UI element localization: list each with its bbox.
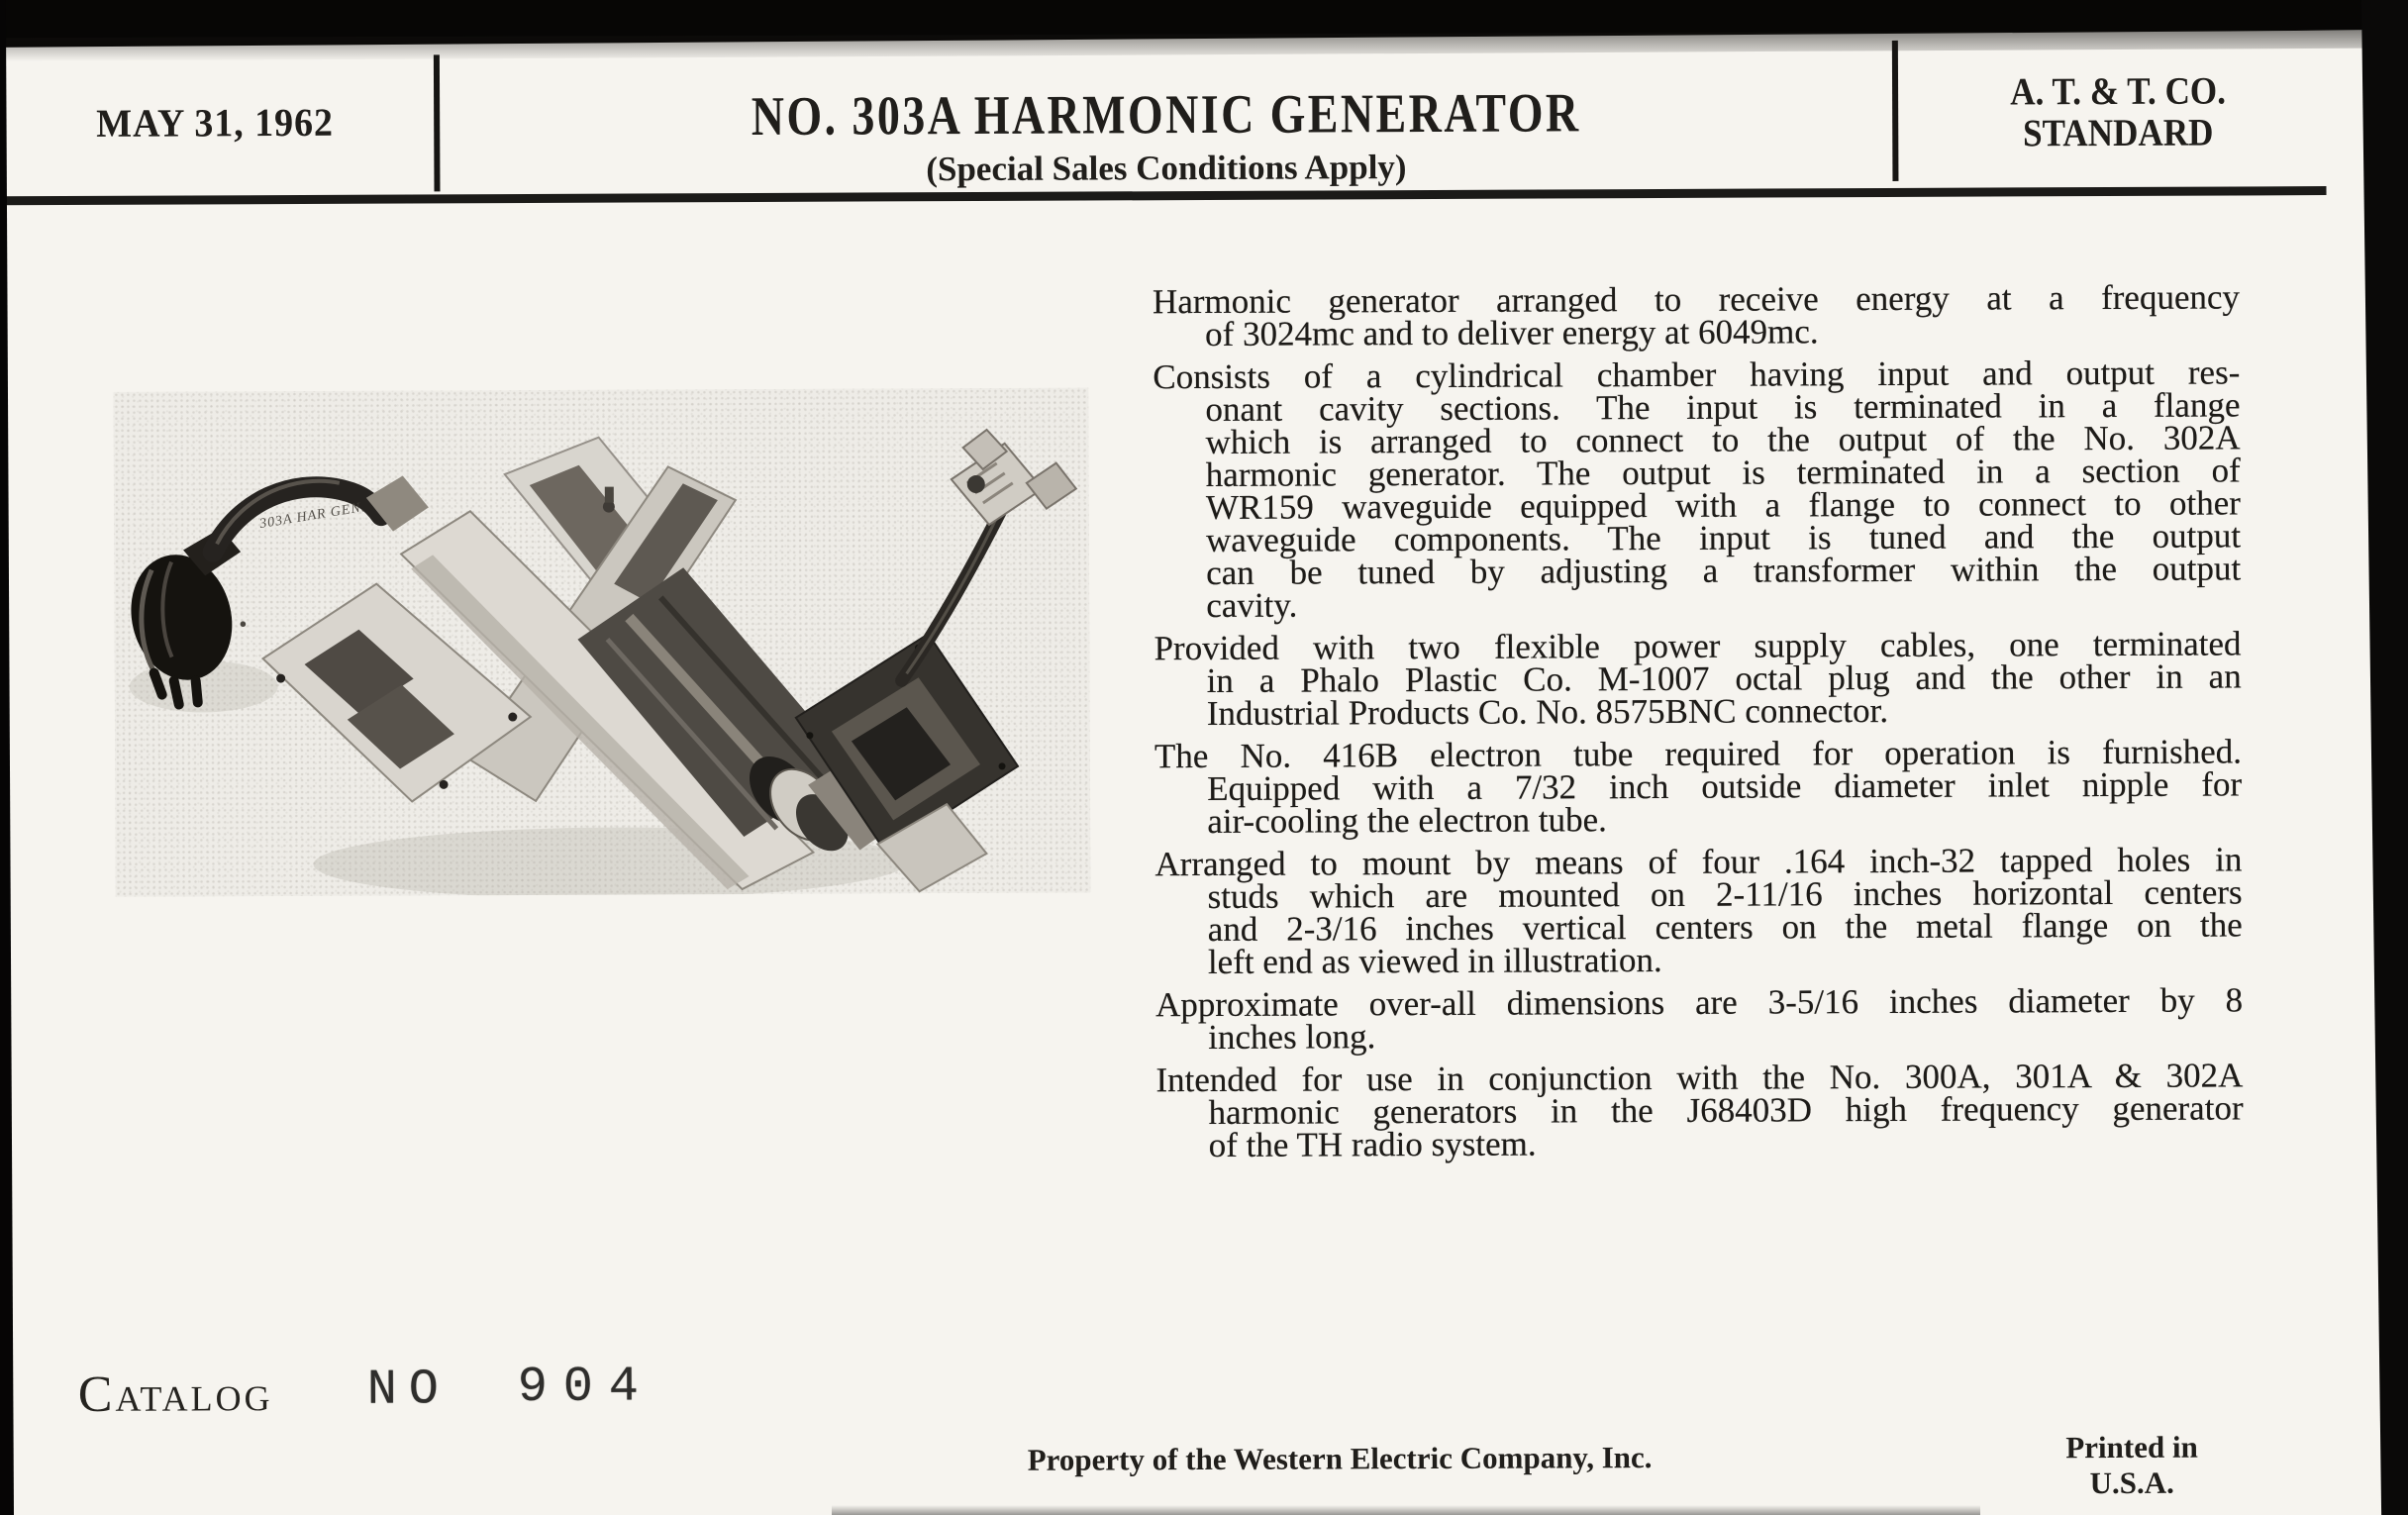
text-line: Intended for use in conjunction with the No. 300A, 301A & 302A [1155,1056,2244,1100]
text-line: of the TH radio system. [1208,1124,1537,1164]
text-line: waveguide components. The input is tuned and the output [1205,516,2242,559]
paragraph [1155,980,2244,1057]
paragraph [1155,1056,2244,1164]
text-line: cavity. [1206,585,1298,625]
catalog-stamp-number: 904 [517,1359,654,1417]
text-line: in a Phalo Plastic Co. M-1007 octal plug and the other in an [1206,656,2242,700]
property-notice: Property of the Western Electric Company, Inc. [1027,1440,1653,1477]
standard-line-2: STANDARD [2022,111,2214,155]
text-line: air-cooling the electron tube. [1207,800,1607,841]
paragraph [1153,353,2242,625]
product-photo [113,388,1090,897]
text-line: WR159 waveguide equipped with a flange to connect to other [1205,483,2241,527]
text-line: can be tuned by adjusting a transformer within the output [1206,549,2242,592]
issue-date: MAY 31, 1962 [96,99,335,146]
standard-line-1: A. T. & T. CO. [2010,69,2227,114]
photo-cable-label: 303A HAR GEN. [258,499,367,533]
text-line: onant cavity sections. The input is terminated in a flange [1205,385,2241,429]
text-line: harmonic generator. The output is terminated in a section of [1205,451,2241,494]
printed-in-usa: Printed in U.S.A. [2065,1429,2198,1501]
header-rule [0,186,2327,205]
catalog-label: Catalog [77,1365,273,1423]
text-line: left end as viewed in illustration. [1207,940,1662,981]
text-line: of 3024mc and to deliver energy at 6049mc. [1205,312,1819,354]
text-line: harmonic generators in the J68403D high frequency generator [1208,1088,2244,1132]
scan-artifact-bottom-smear [832,1505,1980,1515]
text-line: Provided with two flexible power supply cables, one terminated [1154,624,2242,668]
text-line: Industrial Products Co. No. 8575BNC connector. [1206,690,1889,733]
paragraph [1154,732,2243,841]
text-line: Equipped with a 7/32 inch outside diameter inlet nipple for [1207,764,2243,808]
standard-designation [1984,70,2252,154]
text-line: Arranged to mount by means of four .164 inch-32 tapped holes in [1154,840,2243,884]
page-title: NO. 303A HARMONIC GENERATOR [751,82,1581,148]
paragraph [1154,840,2243,981]
header-divider-right [1892,41,1899,181]
header-divider-left [434,54,441,191]
text-line: The No. 416B electron tube required for operation is furnished. [1154,732,2243,776]
photo-speck [241,621,247,627]
text-line: studs which are mounted on 2-11/16 inches horizontal centers [1207,872,2243,916]
paragraph [1152,277,2241,354]
text-line: Approximate over-all dimensions are 3-5/16 inches diameter by 8 [1155,980,2244,1025]
text-line: inches long. [1208,1017,1376,1057]
catalog-stamp-no: NO [366,1362,451,1419]
body-paragraphs [1152,277,2244,1164]
page-subtitle: (Special Sales Conditions Apply) [926,148,1407,189]
text-line: Harmonic generator arranged to receive energy at a frequency [1152,277,2241,322]
text-line: and 2-3/16 inches vertical centers on the metal flange on the [1207,905,2243,949]
paragraph [1154,624,2242,733]
text-line: which is arranged to connect to the output of the No. 302A [1205,418,2241,461]
text-line: Consists of a cylindrical chamber having input and output res- [1153,353,2241,397]
